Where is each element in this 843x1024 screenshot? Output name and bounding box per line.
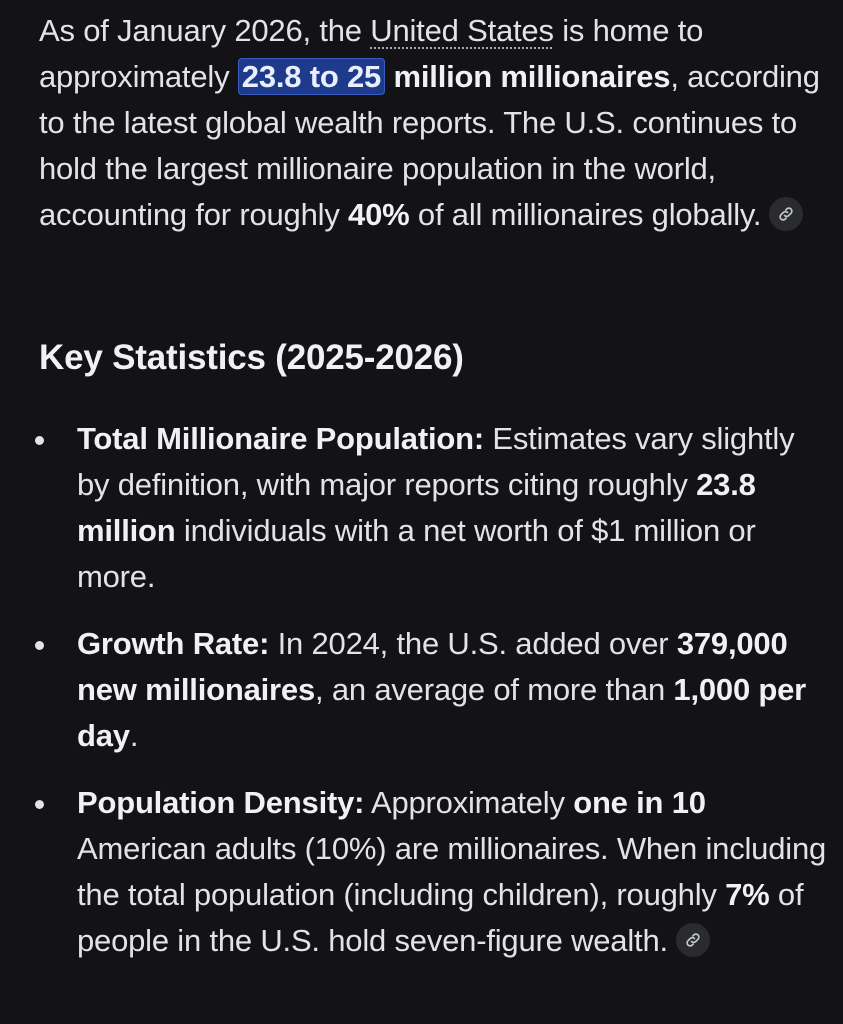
bullet-body: individuals with a net worth of $1 million or more. [77, 513, 756, 594]
bullet-icon [35, 436, 44, 445]
bullet-text [77, 626, 806, 753]
list-item [39, 621, 829, 759]
intro-text: is home to approximately [39, 13, 704, 94]
bold-text: million millionaires [385, 59, 671, 94]
bold-text: 40% [348, 197, 410, 232]
bullet-icon [35, 800, 44, 809]
source-link-button[interactable] [769, 197, 803, 231]
bullet-body: . [129, 718, 139, 753]
bold-text: 23.8 million [77, 467, 756, 548]
intro-text: , according to the latest global wealth reports. The U.S. continues to hold the largest millionaire population in the world, accounting for roughly [39, 59, 820, 232]
bullet-label: Growth Rate: [77, 626, 270, 661]
bullet-text [77, 421, 794, 594]
bullet-body: Estimates vary slightly by definition, with major reports citing roughly [77, 421, 795, 502]
bold-text: 379,000 new millionaires [77, 626, 788, 707]
bold-text: 1,000 per day [77, 672, 807, 753]
key-statistics-list [39, 416, 829, 964]
bullet-label: Population Density: [77, 785, 365, 820]
bold-text: one in 10 [573, 785, 706, 820]
response-content [39, 8, 829, 958]
source-link-button[interactable] [676, 923, 710, 957]
bullet-text [77, 785, 826, 958]
intro-text: of all millionaires globally. [409, 197, 762, 232]
bullet-icon [35, 641, 44, 650]
intro-text: As of January 2026, the [39, 13, 371, 48]
bold-text: 7% [725, 877, 770, 912]
list-item [39, 780, 829, 964]
link-icon [777, 205, 795, 223]
bullet-body: American adults (10%) are millionaires. When including the total population (including children), roughly [77, 831, 827, 912]
list-item [39, 416, 829, 600]
link-icon [684, 931, 702, 949]
bullet-label: Total Millionaire Population: [77, 421, 484, 456]
section-heading: Key Statistics (2025-2026) [39, 338, 464, 377]
intro-paragraph [39, 8, 829, 238]
bullet-body: of people in the U.S. hold seven-figure wealth. [77, 877, 804, 958]
bullet-body: In 2024, the U.S. added over [269, 626, 677, 661]
bullet-body: , an average of more than [315, 672, 674, 707]
bullet-body: Approximately [364, 785, 574, 820]
highlighted-figure[interactable]: 23.8 to 25 [238, 58, 385, 95]
entity-link-united-states[interactable]: United States [370, 13, 554, 48]
